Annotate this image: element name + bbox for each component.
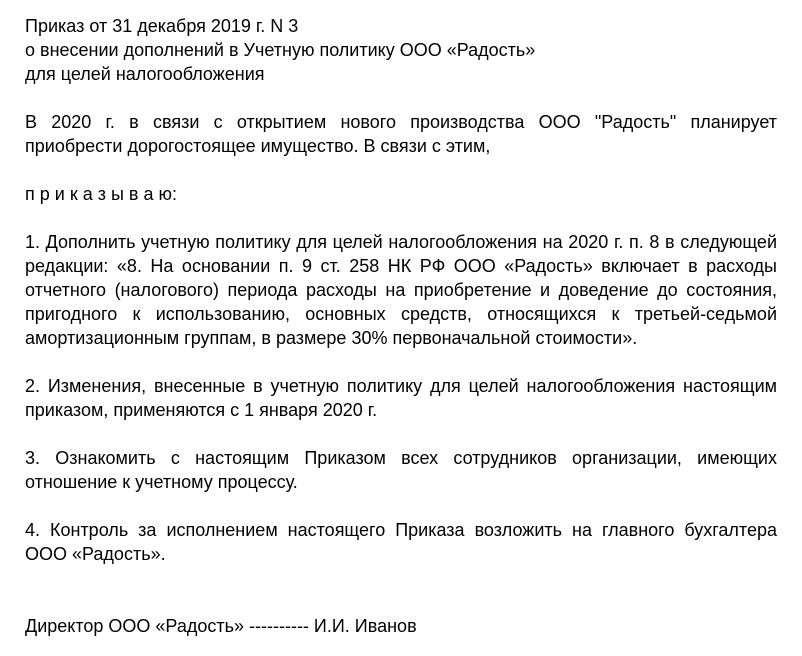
spacer	[25, 350, 777, 374]
order-item-4: 4. Контроль за исполнением настоящего Приказа возложить на главного бухгалтера ООО «Радость».	[25, 520, 777, 564]
order-item-1: 1. Дополнить учетную политику для целей налогообложения на 2020 г. п. 8 в следующей редакции: «8. На основании п. 9 ст. 258 НК РФ ООО «Радость» включает в расходы отчетного (налогового) периода расходы на приобретение и доведение до состояния, пригодного к использованию, основных средств, относящихся к третьей-седьмой амортизационным группам, в размере 30% первоначальной стоимости».	[25, 232, 777, 348]
spacer	[25, 494, 777, 518]
document-header	[25, 14, 777, 86]
spacer	[25, 158, 777, 182]
order-item-3: 3. Ознакомить с настоящим Приказом всех сотрудников организации, имеющих отношение к учетному процессу.	[25, 448, 777, 492]
spacer	[25, 422, 777, 446]
order-document	[25, 14, 777, 638]
spacer	[25, 206, 777, 230]
signature-line: Директор ООО «Радость» ---------- И.И. Иванов	[25, 616, 417, 636]
order-item-2: 2. Изменения, внесенные в учетную политику для целей налогообложения настоящим приказом, применяются с 1 января 2020 г.	[25, 376, 777, 420]
order-purpose: для целей налогообложения	[25, 64, 265, 84]
order-title: Приказ от 31 декабря 2019 г. N 3	[25, 16, 299, 36]
spacer	[25, 566, 777, 614]
spacer	[25, 86, 777, 110]
order-word: п р и к а з ы в а ю:	[25, 184, 177, 204]
intro-paragraph: В 2020 г. в связи с открытием нового производства ООО "Радость" планирует приобрести дорогостоящее имущество. В связи с этим,	[25, 112, 777, 156]
order-subject: о внесении дополнений в Учетную политику ООО «Радость»	[25, 40, 536, 60]
